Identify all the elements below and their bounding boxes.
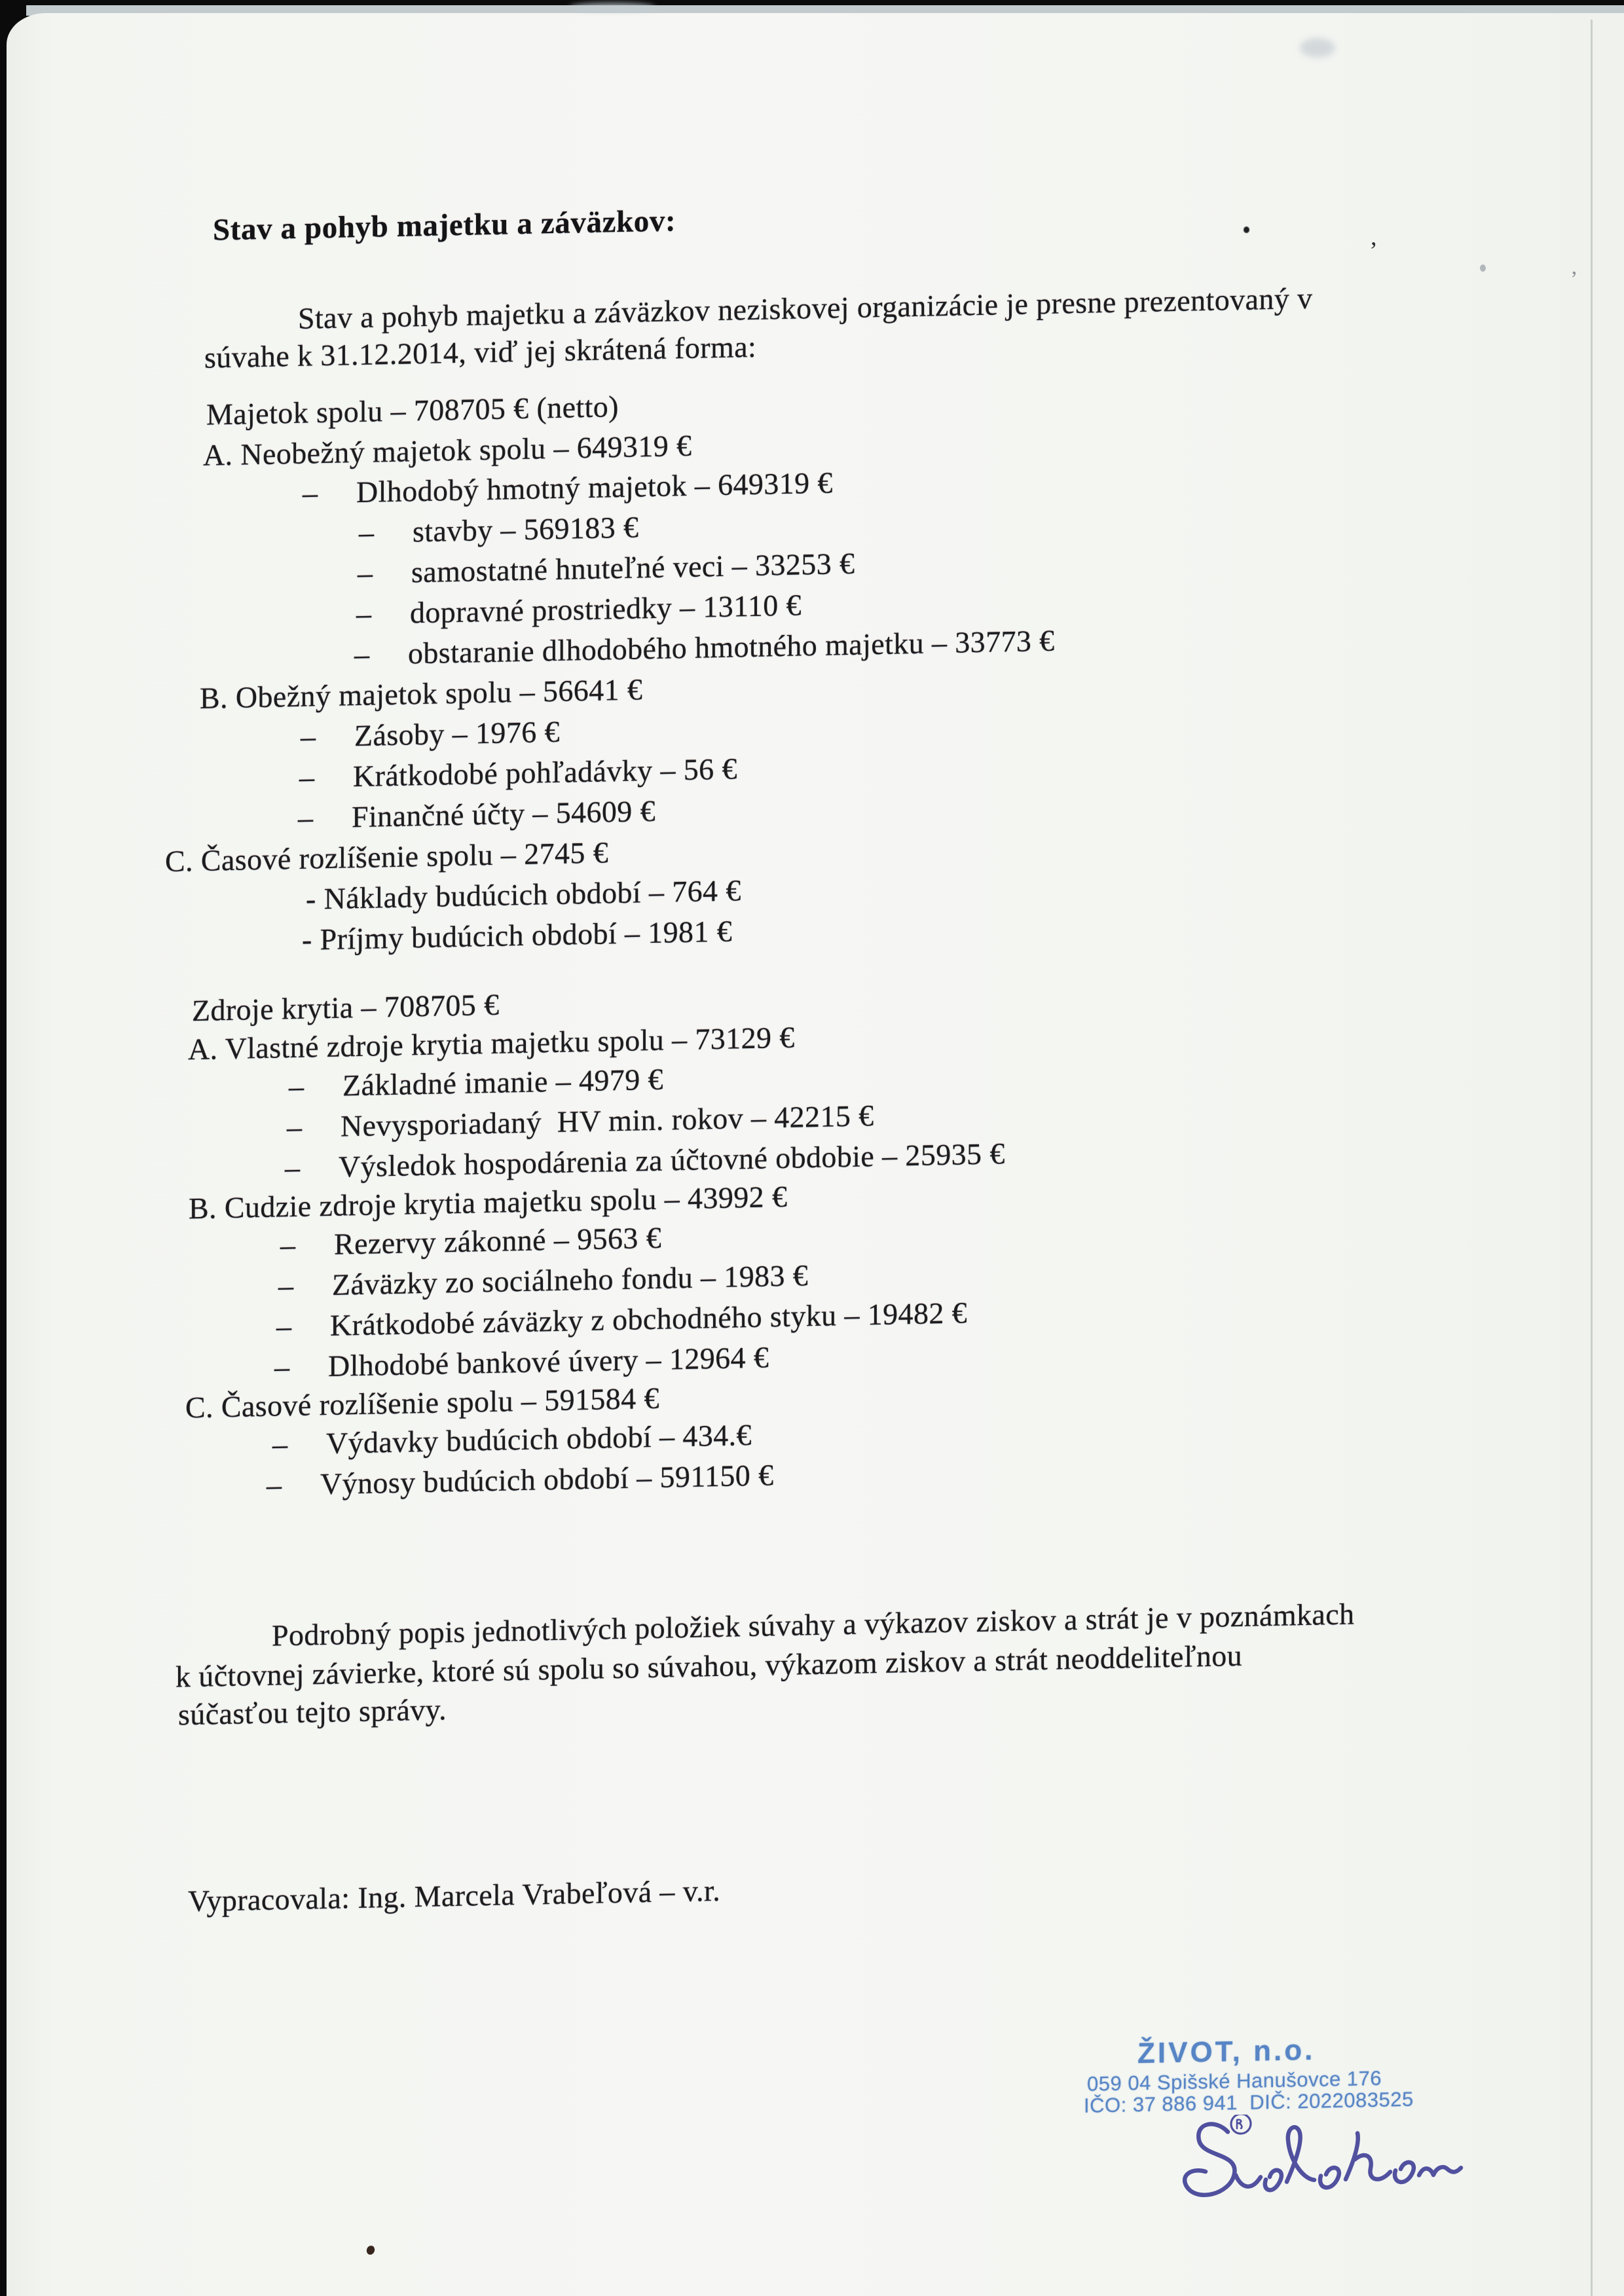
source-line: A. Vlastné zdroje krytia majetku spolu – 73129 € [188,1020,795,1066]
closing-line: k účtovnej závierke, ktoré sú spolu so súvahou, výkazom ziskov a strát neoddeliteľnou [175,1638,1243,1694]
source-line [274,1340,769,1384]
closing-line: Podrobný popis jednotlivých položiek súvahy a výkazov ziskov a strát je v poznámkach [272,1597,1355,1652]
asset-line-text: Dlhodobý hmotný majetok – 649319 € [356,465,833,509]
asset-line-text: dopravné prostriedky – 13110 € [410,588,802,630]
source-line: C. Časové rozlíšenie spolu – 591584 € [185,1381,659,1425]
source-line [276,1296,967,1343]
scan-speck: , [1371,223,1377,251]
list-dash: – [274,1350,290,1384]
source-line [272,1418,752,1462]
source-line-text: Krátkodobé záväzky z obchodného styku – 19482 € [330,1296,968,1342]
stamp-org: ŽIVOT, n.o. [1137,2033,1316,2070]
asset-line-text: samostatné hnuteľné veci – 33253 € [411,546,855,589]
asset-line: A. Neobežný majetok spolu – 649319 € [203,428,692,472]
source-line-text: Základné imanie – 4979 € [342,1062,663,1102]
scan-smudge [1300,38,1335,58]
list-dash: – [280,1228,296,1262]
source-line [285,1137,1005,1185]
source-line: B. Cudzie zdroje krytia majetku spolu – 43992 € [189,1179,788,1226]
asset-line-text: Zásoby – 1976 € [354,714,560,753]
scan-speck [1480,264,1486,272]
asset-line [298,794,655,835]
asset-line [354,624,1055,672]
document-heading: Stav a pohyb majetku a záväzkov: [213,204,676,247]
asset-line-text: stavby – 569183 € [413,510,639,549]
asset-line [356,588,802,631]
asset-line-text: Finančné účty – 54609 € [352,793,656,834]
list-dash: – [303,476,318,510]
source-line [267,1458,774,1503]
list-dash: – [289,1069,304,1104]
scan-speck: ’ [1570,267,1578,291]
source-line-text: Rezervy zákonné – 9563 € [334,1220,662,1261]
list-dash: – [267,1468,282,1502]
list-dash: – [356,596,372,631]
handwritten-signature [1175,2110,1464,2208]
scan-speck [1244,227,1249,233]
asset-line [303,465,833,510]
source-line: Zdroje krytia – 708705 € [192,987,500,1028]
source-line [280,1221,661,1263]
source-line [287,1099,874,1144]
asset-line: B. Obežný majetok spolu – 56641 € [200,672,643,715]
source-line [278,1258,808,1303]
list-dash: – [358,556,373,591]
list-dash: – [272,1427,288,1461]
list-dash: – [301,720,316,754]
asset-line-text: Krátkodobé pohľadávky – 56 € [353,752,737,793]
asset-line: - Náklady budúcich období – 764 € [306,873,741,916]
intro-line: Stav a pohyb majetku a záväzkov neziskovej organizácie je presne prezentovaný v [298,281,1313,335]
source-line [289,1063,663,1104]
asset-line [358,547,855,591]
closing-line: súčasťou tejto správy. [178,1692,447,1732]
list-dash: – [359,515,375,549]
list-dash: – [354,637,370,672]
prepared-by-line: Vypracovala: Ing. Marcela Vrabeľová – v.r. [188,1873,721,1918]
source-line-text: Dlhodobé bankové úvery – 12964 € [328,1340,769,1383]
source-line-text: Záväzky zo sociálneho fondu – 1983 € [332,1258,809,1302]
list-dash: – [298,801,314,835]
list-dash: – [285,1150,301,1185]
list-dash: – [278,1268,294,1303]
asset-line: Majetok spolu – 708705 € (netto) [206,390,619,431]
asset-line [299,752,737,794]
asset-line: C. Časové rozlíšenie spolu – 2745 € [165,835,609,878]
source-line-text: Nevysporiadaný HV min. rokov – 42215 € [341,1099,874,1143]
scan-smudge [570,3,655,12]
asset-line: - Príjmy budúcich období – 1981 € [302,914,733,957]
asset-line [359,510,638,550]
asset-line [301,715,560,754]
stamp-ids: IČO: 37 886 941 DIČ: 2022083525 [1084,2087,1414,2117]
list-dash: – [299,760,315,794]
source-line-text: Výdavky budúcich období – 434.€ [326,1417,752,1461]
stamp-address: 059 04 Spišské Hanušovce 176 [1087,2066,1382,2096]
list-dash: – [276,1309,292,1343]
source-line-text: Výsledok hospodárenia za účtovné obdobie – 25935 € [339,1137,1005,1184]
asset-line-text: obstaranie dlhodobého hmotného majetku – 33773 € [408,623,1055,670]
signature-ink [1175,2110,1464,2204]
list-dash: – [287,1110,303,1144]
source-line-text: Výnosy budúcich období – 591150 € [320,1458,774,1501]
intro-line: súvahe k 31.12.2014, viď jej skrátená forma: [204,329,757,374]
